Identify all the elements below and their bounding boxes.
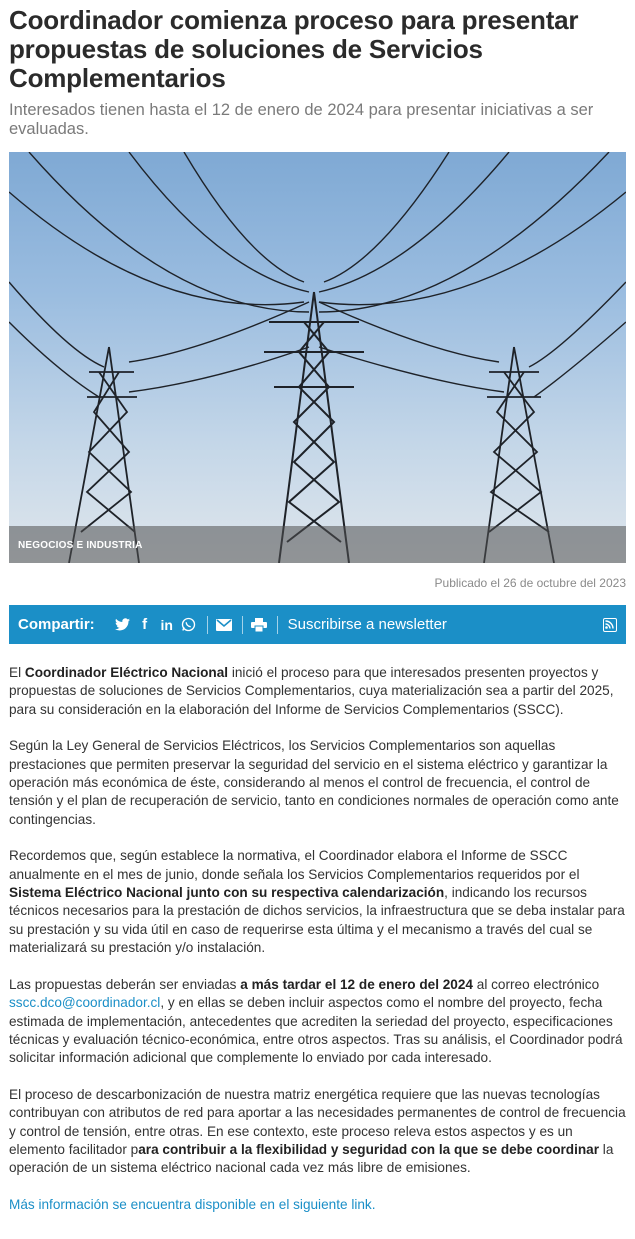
email-link[interactable]: sscc.dco@coordinador.cl (9, 995, 161, 1011)
paragraph: Según la Ley General de Servicios Eléctricos, los Servicios Complementarios son aquellas prestaciones que permiten preservar la seguridad del servicio en el sistema eléctrico y garantizar la operación más económica de éste, considerando al menos el control de frecuencia, el control de tensión y el plan de recuperación de servicio, tanto en condiciones normales de operación como ante contingencias. (9, 738, 619, 827)
more-info-link[interactable]: Más información se encuentra disponible en el siguiente link. (9, 1196, 376, 1212)
paragraph: Las propuestas deberán ser enviadas a más tardar el 12 de enero del 2024 al correo electrónico sscc.dco@coordinador.cl, y en ellas se deben incluir aspectos como el nombre del proyecto, fecha estimada de implementación, antecedentes que acrediten la seriedad del proyecto, especificaciones técnicas y evaluación técnico-económica, entre otros aspectos. Tras su análisis, el Coordinador podrá solicitar información adicional que complemente lo enviado por cada interesado. (9, 976, 623, 1066)
paragraph: El proceso de descarbonización de nuestra matriz energética requiere que las nuevas tecnologías contribuyan con atributos de red para aportar a las necesidades permanentes de control de frecuencia y control de tensión, entre otras. En ese contexto, este proceso releva estos aspectos y es un elemento facilitador para contribuir a la flexibilidad y seguridad con la que se debe coordinar la operación de un sistema eléctrico nacional cada vez más libre de emisiones. (9, 1086, 626, 1176)
paragraph: El Coordinador Eléctrico Nacional inició el proceso para que interesados presenten proyectos y propuestas de soluciones de Servicios Complementarios, cuya materialización sea a partir del 2025, para su consideración en la elaboración del Informe de Servicios Complementarios (SSCC). (9, 665, 614, 717)
article-body (9, 664, 626, 1214)
print-icon[interactable] (249, 615, 269, 635)
newsletter-link[interactable]: Suscribirse a newsletter (287, 616, 447, 633)
divider (207, 616, 208, 634)
article-subtitle: Interesados tienen hasta el 12 de enero de 2024 para presentar iniciativas a ser evaluadas. (9, 101, 594, 138)
share-label: Compartir: (18, 616, 95, 633)
hero-image (9, 152, 626, 563)
power-towers-illustration (9, 152, 626, 563)
article-title: Coordinador comienza proceso para presentar propuestas de soluciones de Servicios Complementarios (9, 5, 579, 93)
share-bar (9, 605, 626, 644)
category-label[interactable]: NEGOCIOS E INDUSTRIA (18, 540, 143, 551)
publish-date: Publicado el 26 de octubre del 2023 (434, 576, 626, 590)
divider (242, 616, 243, 634)
divider (277, 616, 278, 634)
whatsapp-icon[interactable] (179, 615, 199, 635)
linkedin-icon[interactable]: in (160, 616, 173, 633)
article (9, 6, 626, 1232)
paragraph: Recordemos que, según establece la normativa, el Coordinador elabora el Informe de SSCC anualmente en el mes de junio, donde señala los Servicios Complementarios requeridos por el Sistema Eléctrico Nacional junto con su respectiva calendarización, indicando los recursos técnicos necesarios para la prestación de dichos servicios, la infraestructura que se deba instalar para su prestación y su vida útil en caso de requerirse esta última y el mecanismo a través del cual se materializará su prestación y/o instalación. (9, 848, 625, 956)
facebook-icon[interactable]: f (142, 616, 148, 633)
twitter-icon[interactable] (113, 615, 133, 635)
mail-icon[interactable] (214, 615, 234, 635)
rss-icon[interactable] (603, 618, 617, 632)
